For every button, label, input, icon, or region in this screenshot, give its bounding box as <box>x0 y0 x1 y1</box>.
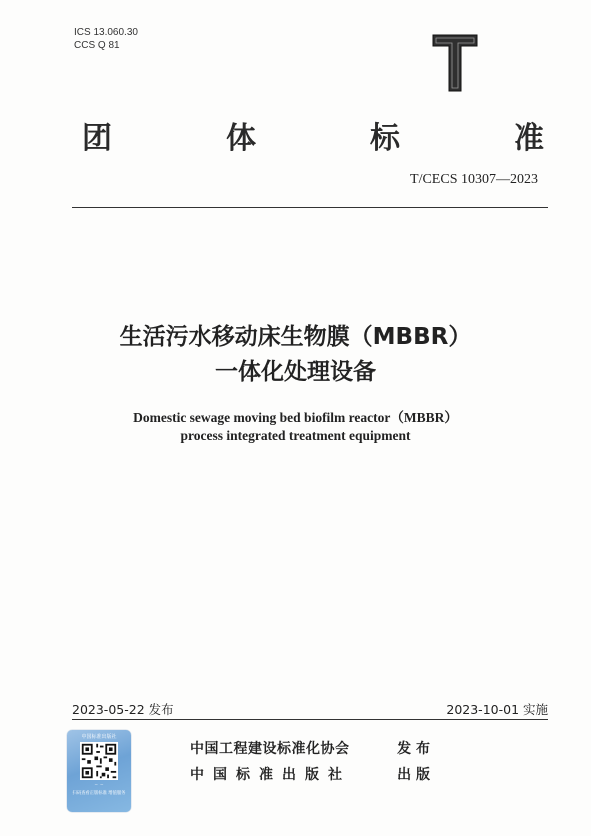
chinese-title-line-1: 生活污水移动床生物膜（MBBR） <box>119 324 472 350</box>
sticker-code: — — <box>94 783 104 788</box>
anti-counterfeit-sticker[interactable] <box>67 730 131 812</box>
ccs-code: CCS Q 81 <box>74 40 120 51</box>
sticker-note: 扫码查看正版标准 增值服务 <box>72 791 126 796</box>
issuer-action: 发 布 <box>397 741 430 757</box>
standard-type-char: 准 <box>514 121 544 156</box>
classification-codes <box>74 26 138 52</box>
qr-code-icon[interactable] <box>80 742 118 780</box>
standard-number: T/CECS 10307—2023 <box>410 172 538 187</box>
date-row <box>72 700 548 718</box>
effective-date: 2023-10-01 实施 <box>446 702 548 717</box>
sticker-label: 中国标准出版社 <box>81 734 117 740</box>
english-title-line-1: Domestic sewage moving bed biofilm reactor（MBBR） <box>133 410 458 425</box>
english-title-line-2: process integrated treatment equipment <box>180 428 411 443</box>
issuer-row <box>190 738 430 758</box>
category-letter-t <box>432 34 478 92</box>
issuer-name: 中国工程建设标准化协会 <box>190 741 350 757</box>
standard-type-heading <box>82 113 544 157</box>
issue-date: 2023-05-22 发布 <box>72 702 174 717</box>
standard-type-char: 体 <box>226 121 256 156</box>
publisher-name: 中国标准出版社 <box>190 767 351 783</box>
header-divider <box>72 207 548 208</box>
publisher-action: 出 版 <box>397 767 430 783</box>
chinese-title-line-2: 一体化处理设备 <box>215 359 376 385</box>
ics-code: ICS 13.060.30 <box>74 27 138 38</box>
standard-type-char: 团 <box>82 121 112 156</box>
publisher-row <box>190 764 430 784</box>
standard-type-char: 标 <box>370 121 400 156</box>
footer-divider <box>72 719 548 720</box>
